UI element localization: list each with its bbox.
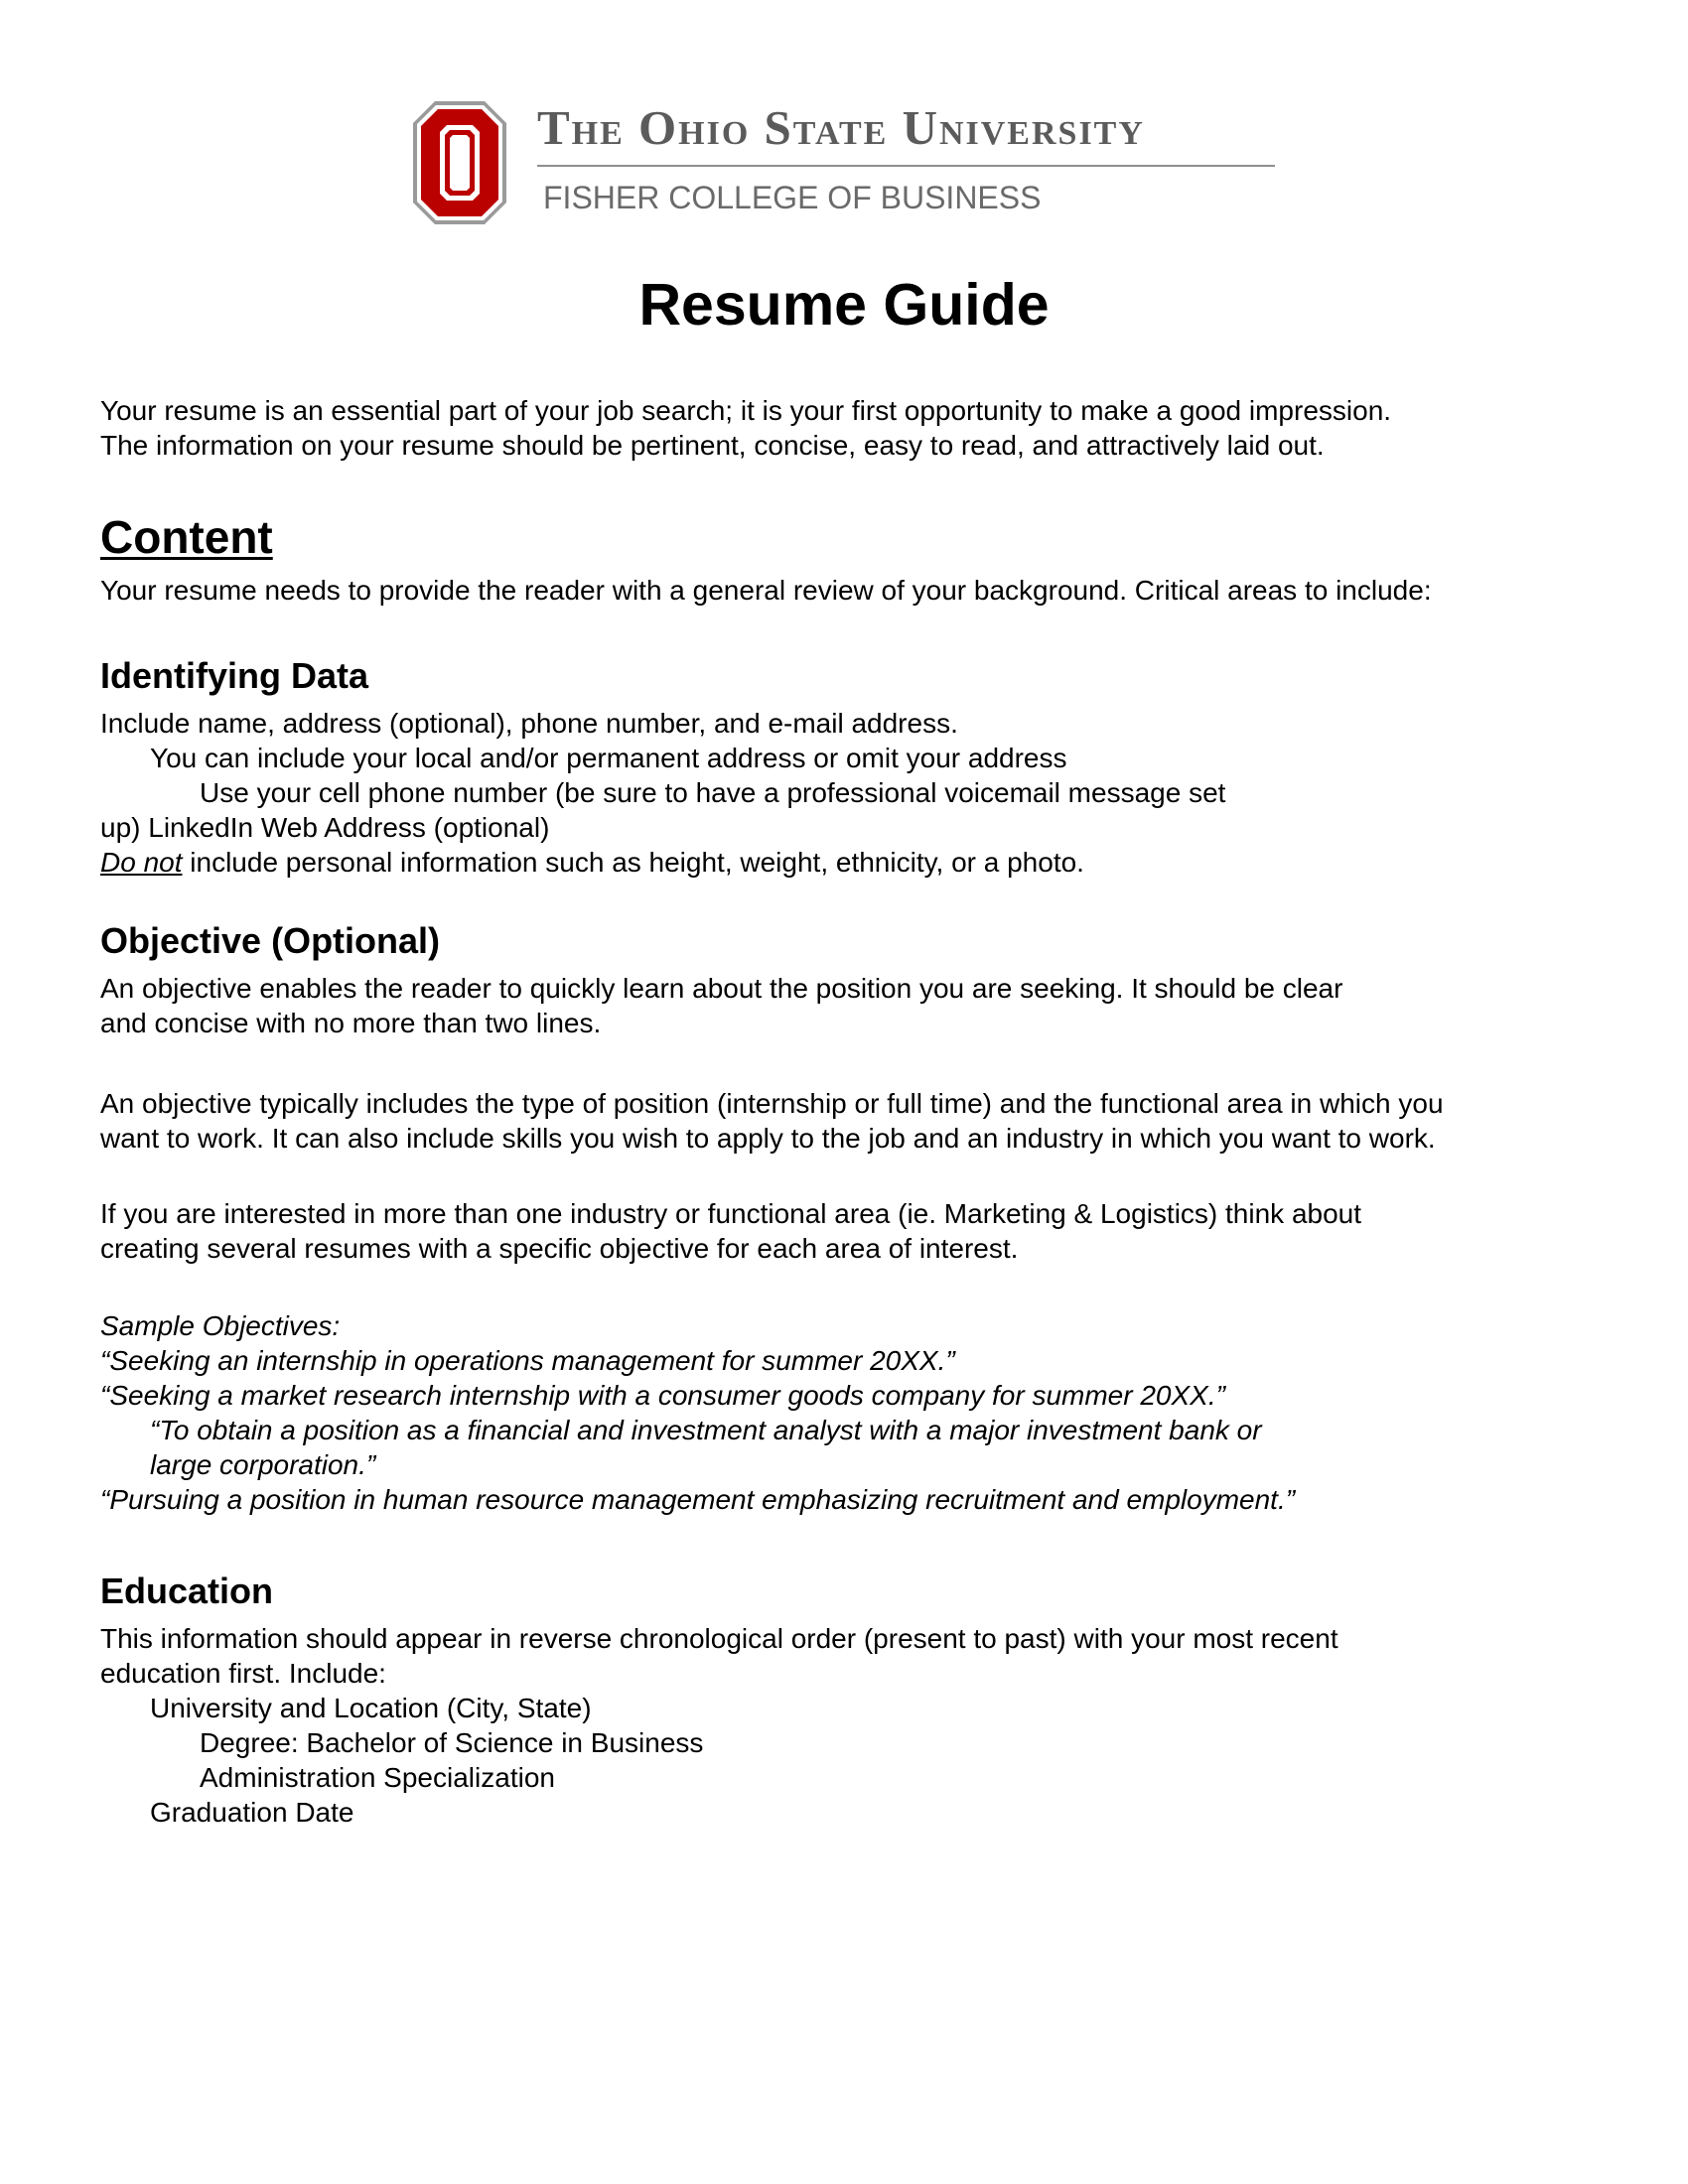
- university-name: The Ohio State University: [537, 100, 1145, 155]
- content-line: Your resume needs to provide the reader with a general review of your background. Critical areas to include:: [100, 575, 1432, 606]
- intro-paragraph: [100, 393, 1610, 463]
- education-item: Graduation Date: [150, 1797, 354, 1828]
- identifying-line: Include name, address (optional), phone number, and e-mail address.: [100, 708, 958, 739]
- content-paragraph: [100, 573, 1610, 608]
- page-title: Resume Guide: [638, 272, 1050, 338]
- university-logo: [410, 95, 1284, 229]
- education-heading: Education: [100, 1570, 274, 1611]
- objective-line: If you are interested in more than one industry or functional area (ie. Marketing & Logistics) think about: [100, 1198, 1362, 1229]
- education-paragraph: [100, 1621, 1610, 1830]
- sample-objectives: [100, 1308, 1610, 1517]
- identifying-data-paragraph: [100, 706, 1610, 880]
- education-line: education first. Include:: [100, 1658, 386, 1689]
- objective-paragraph-3: [100, 1196, 1610, 1266]
- sample-objective: “Seeking a market research internship with a consumer goods company for summer 20XX.”: [100, 1380, 1225, 1411]
- education-item: University and Location (City, State): [150, 1693, 592, 1723]
- objective-paragraph-2: [100, 1086, 1610, 1156]
- content-heading: Content: [100, 511, 273, 563]
- identifying-line: Use your cell phone number (be sure to have a professional voicemail message set: [200, 777, 1226, 808]
- sample-objective: large corporation.”: [150, 1449, 376, 1480]
- identifying-line-warning: [100, 845, 1610, 880]
- sample-objective: “Pursuing a position in human resource management emphasizing recruitment and employment.”: [100, 1484, 1296, 1515]
- objective-line: An objective typically includes the type of position (internship or full time) and the functional area in which you: [100, 1088, 1444, 1119]
- identifying-data-heading: Identifying Data: [100, 655, 369, 696]
- education-item: Administration Specialization: [200, 1762, 555, 1793]
- warning-text: include personal information such as height, weight, ethnicity, or a photo.: [182, 847, 1084, 878]
- objective-paragraph-1: [100, 971, 1610, 1040]
- education-item: Degree: Bachelor of Science in Business: [200, 1727, 704, 1758]
- samples-label: Sample Objectives:: [100, 1310, 341, 1341]
- do-not-emphasis: Do not: [100, 847, 183, 878]
- identifying-line: up) LinkedIn Web Address (optional): [100, 812, 550, 843]
- objective-line: want to work. It can also include skills you wish to apply to the job and an industry in which you want to work.: [100, 1123, 1436, 1154]
- intro-line: The information on your resume should be pertinent, concise, easy to read, and attractively laid out.: [100, 430, 1325, 461]
- identifying-line: You can include your local and/or permanent address or omit your address: [150, 743, 1067, 773]
- sample-objective: “Seeking an internship in operations management for summer 20XX.”: [100, 1345, 955, 1376]
- objective-line: and concise with no more than two lines.: [100, 1008, 602, 1038]
- objective-line: creating several resumes with a specific objective for each area of interest.: [100, 1233, 1019, 1264]
- logo-divider: [537, 165, 1275, 167]
- college-name: FISHER COLLEGE OF BUSINESS: [543, 180, 1042, 215]
- objective-line: An objective enables the reader to quickly learn about the position you are seeking. It should be clear: [100, 973, 1343, 1004]
- block-o-icon: [410, 98, 509, 227]
- objective-heading: Objective (Optional): [100, 920, 441, 961]
- education-line: This information should appear in reverse chronological order (present to past) with your most recent: [100, 1623, 1338, 1654]
- intro-line: Your resume is an essential part of your job search; it is your first opportunity to make a good impression.: [100, 395, 1392, 426]
- sample-objective: “To obtain a position as a financial and investment analyst with a major investment bank or: [150, 1415, 1262, 1445]
